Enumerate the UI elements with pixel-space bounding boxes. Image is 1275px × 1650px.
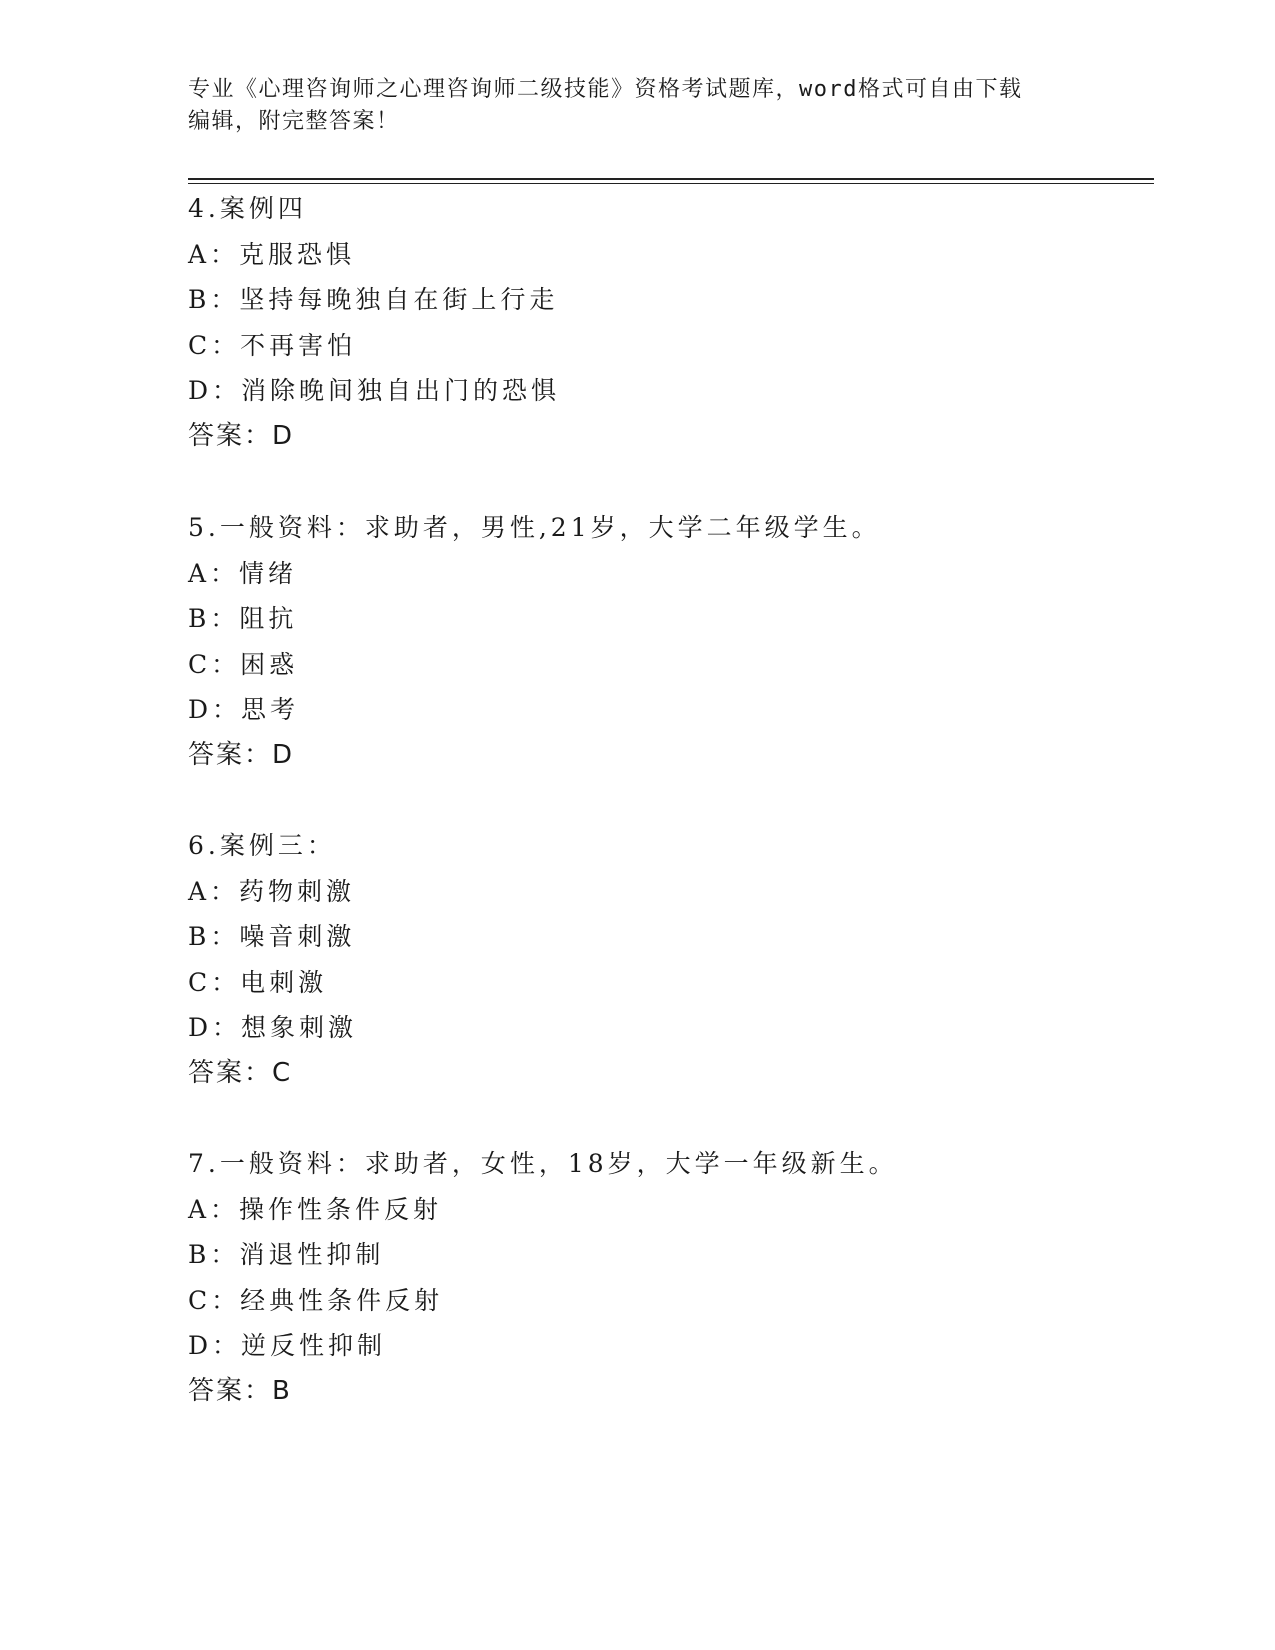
answer-text: 答案：B bbox=[188, 1375, 292, 1406]
question-block bbox=[188, 1141, 1148, 1415]
header-divider-thick bbox=[188, 178, 1154, 180]
option-b: B：阻抗 bbox=[188, 604, 298, 634]
option-b: B：噪音刺激 bbox=[188, 922, 356, 952]
option-a: A：药物刺激 bbox=[188, 876, 356, 906]
option-c: C：不再害怕 bbox=[188, 330, 357, 360]
question-title: 5.一般资料：求助者，男性,21岁，大学二年级学生。 bbox=[188, 513, 881, 542]
question-title: 6.案例三： bbox=[188, 831, 336, 860]
option-c: C：经典性条件反射 bbox=[188, 1285, 444, 1315]
document-header bbox=[188, 74, 1088, 138]
option-a: A：情绪 bbox=[188, 558, 298, 588]
option-d: D：逆反性抑制 bbox=[188, 1331, 387, 1361]
header-line-1: 专业《心理咨询师之心理咨询师二级技能》资格考试题库，word格式可自由下载 bbox=[188, 77, 1023, 102]
option-d: D：想象刺激 bbox=[188, 1013, 358, 1043]
question-title: 7.一般资料：求助者，女性，18岁，大学一年级新生。 bbox=[188, 1149, 898, 1178]
answer-text: 答案：C bbox=[188, 1057, 293, 1088]
header-divider-thin bbox=[188, 183, 1154, 184]
header-line-2: 编辑，附完整答案！ bbox=[188, 109, 400, 134]
option-c: C：电刺激 bbox=[188, 967, 328, 997]
option-a: A：操作性条件反射 bbox=[188, 1194, 443, 1224]
option-d: D：思考 bbox=[188, 695, 300, 725]
question-block bbox=[188, 823, 1148, 1097]
option-b: B：坚持每晚独自在街上行走 bbox=[188, 285, 559, 315]
question-block bbox=[188, 505, 1148, 779]
question-title: 4.案例四 bbox=[188, 194, 307, 223]
option-b: B：消退性抑制 bbox=[188, 1240, 385, 1270]
question-block bbox=[188, 186, 1148, 460]
option-a: A：克服恐惧 bbox=[188, 239, 356, 269]
option-c: C：困惑 bbox=[188, 649, 299, 679]
answer-text: 答案：D bbox=[188, 739, 295, 770]
answer-text: 答案：D bbox=[188, 420, 295, 451]
option-d: D：消除晚间独自出门的恐惧 bbox=[188, 376, 561, 406]
